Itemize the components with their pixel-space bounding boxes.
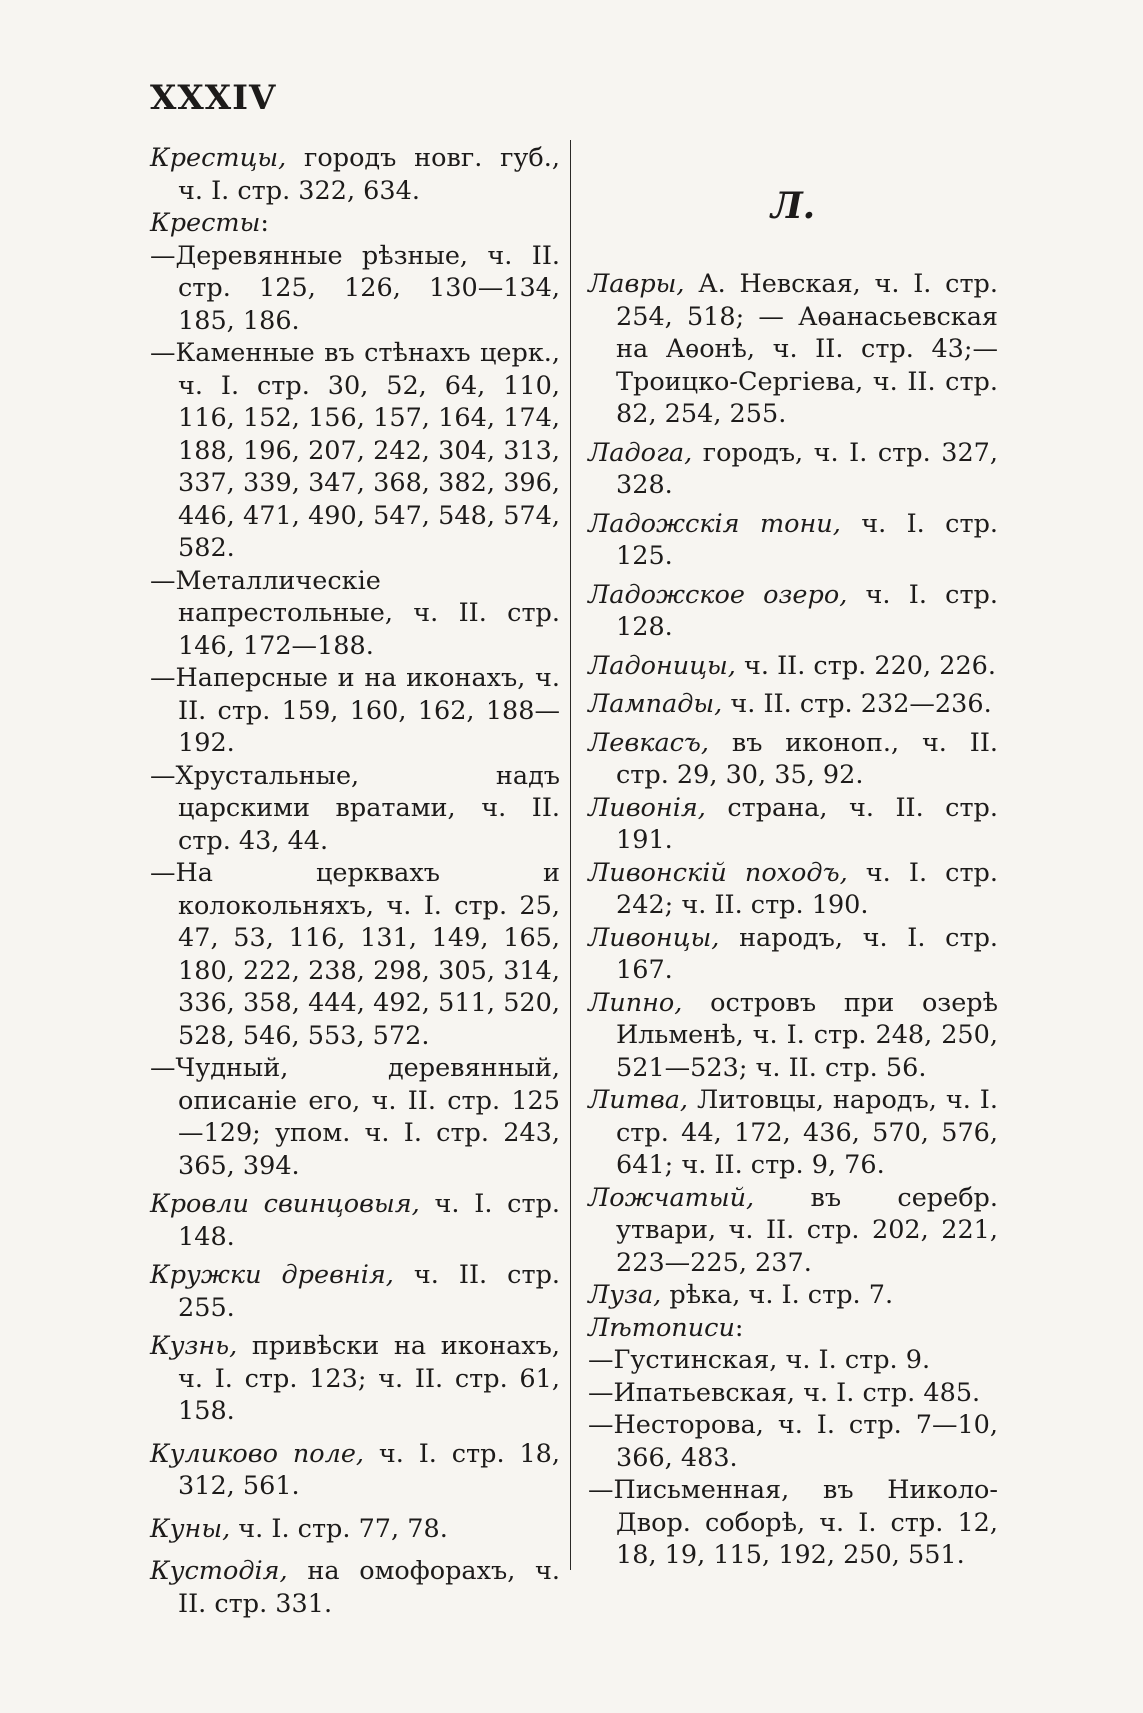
index-entry: Ладога, городъ, ч. I. стр. 327, 328.	[588, 437, 998, 500]
index-entry: Луза, рѣка, ч. I. стр. 7.	[588, 1280, 894, 1310]
index-entry: Куны, ч. I. стр. 77, 78.	[150, 1513, 448, 1544]
index-entry: Ладожское озеро, ч. I. стр. 128.	[588, 579, 998, 642]
index-entry: Лампады, ч. II. стр. 232—236.	[588, 689, 992, 719]
index-entry: Кровли свинцовыя, ч. I. стр. 148.	[150, 1189, 561, 1252]
index-subentry: —Деревянные рѣзные, ч. II. стр. 125, 126, 130—134, 185, 186.	[150, 240, 560, 336]
index-subentry: —Письменная, въ Николо-Двор. соборѣ, ч. I. стр. 12, 18, 19, 115, 192, 250, 551.	[588, 1475, 998, 1570]
index-subentry: —Ипатьевская, ч. I. стр. 485.	[588, 1377, 981, 1408]
index-column-right	[588, 185, 999, 1572]
index-entry: Кустодія, на омофорахъ, ч. II. стр. 331.	[150, 1556, 560, 1619]
index-entry: Литва, Литовцы, народъ, ч. I. стр. 44, 172, 436, 570, 576, 641; ч. II. стр. 9, 76.	[588, 1085, 998, 1180]
index-subentry: —Каменные въ стѣнахъ церк., ч. I. стр. 30, 52, 64, 110, 116, 152, 156, 157, 164, 174, 188, 196, 207, 242, 304, 313, 337, 339, 347, 368, 382, 396, 446, 471, 490, 547, 548, 574, 582.	[150, 338, 560, 563]
index-subentry: —Хрустальные, надъ царскими вратами, ч. II. стр. 43, 44.	[150, 760, 560, 856]
index-subentry: —Чудный, деревянный, описаніе его, ч. II. стр. 125—129; упом. ч. I. стр. 243, 365, 394.	[150, 1053, 560, 1181]
index-subentry: —Густинская, ч. I. стр. 9.	[588, 1345, 931, 1375]
index-entry: Ложчатый, въ серебр. утвари, ч. II. стр. 202, 221, 223—225, 237.	[588, 1182, 998, 1278]
index-subentry: —Наперсные и на иконахъ, ч. II. стр. 159, 160, 162, 188—192.	[150, 663, 560, 758]
index-entry: Левкасъ, въ иконоп., ч. II. стр. 29, 30, 35, 92.	[588, 727, 998, 790]
index-entry: Куликово поле, ч. I. стр. 18, 312, 561.	[150, 1438, 560, 1501]
index-entry: Кружки древнія, ч. II. стр. 255.	[150, 1260, 560, 1323]
index-heading: Кресты:	[150, 208, 269, 238]
index-subentry: —Металлическіе напрестольные, ч. II. стр. 146, 172—188.	[150, 565, 560, 661]
index-subentry: —На церквахъ и колокольняхъ, ч. I. стр. 25, 47, 53, 116, 131, 149, 165, 180, 222, 238, 298, 305, 314, 336, 358, 444, 492, 511, 520, 528, 546, 553, 572.	[150, 858, 560, 1051]
page-number: XXXIV	[150, 78, 277, 118]
section-letter: Л.	[770, 185, 816, 227]
index-entry: Ливонія, страна, ч. II. стр. 191.	[588, 792, 998, 855]
index-subentry: —Несторова, ч. I. стр. 7—10, 366, 483.	[588, 1410, 998, 1473]
index-entry: Липно, островъ при озерѣ Ильменѣ, ч. I. стр. 248, 250, 521—523; ч. II. стр. 56.	[588, 987, 998, 1083]
index-entry: Ливонскій походъ, ч. I. стр. 242; ч. II. стр. 190.	[588, 857, 998, 920]
index-entry: Лавры, А. Невская, ч. I. стр. 254, 518; — Аѳанасьевская на Аѳонѣ, ч. II. стр. 43;— Троицко-Сергіева, ч. II. стр. 82, 254, 255.	[588, 269, 998, 429]
index-heading: Лѣтописи:	[588, 1312, 744, 1343]
index-entry: Кузнь, привѣски на иконахъ, ч. I. стр. 123; ч. II. стр. 61, 158.	[150, 1331, 560, 1426]
column-divider	[570, 140, 571, 1570]
index-entry: Ладожскія тони, ч. I. стр. 125.	[588, 508, 999, 571]
index-column-left	[150, 142, 560, 1620]
index-entry: Крестцы, городъ новг. губ., ч. I. стр. 322, 634.	[150, 143, 560, 206]
index-entry: Ладоницы, ч. II. стр. 220, 226.	[588, 650, 997, 681]
index-entry: Ливонцы, народъ, ч. I. стр. 167.	[588, 922, 998, 985]
